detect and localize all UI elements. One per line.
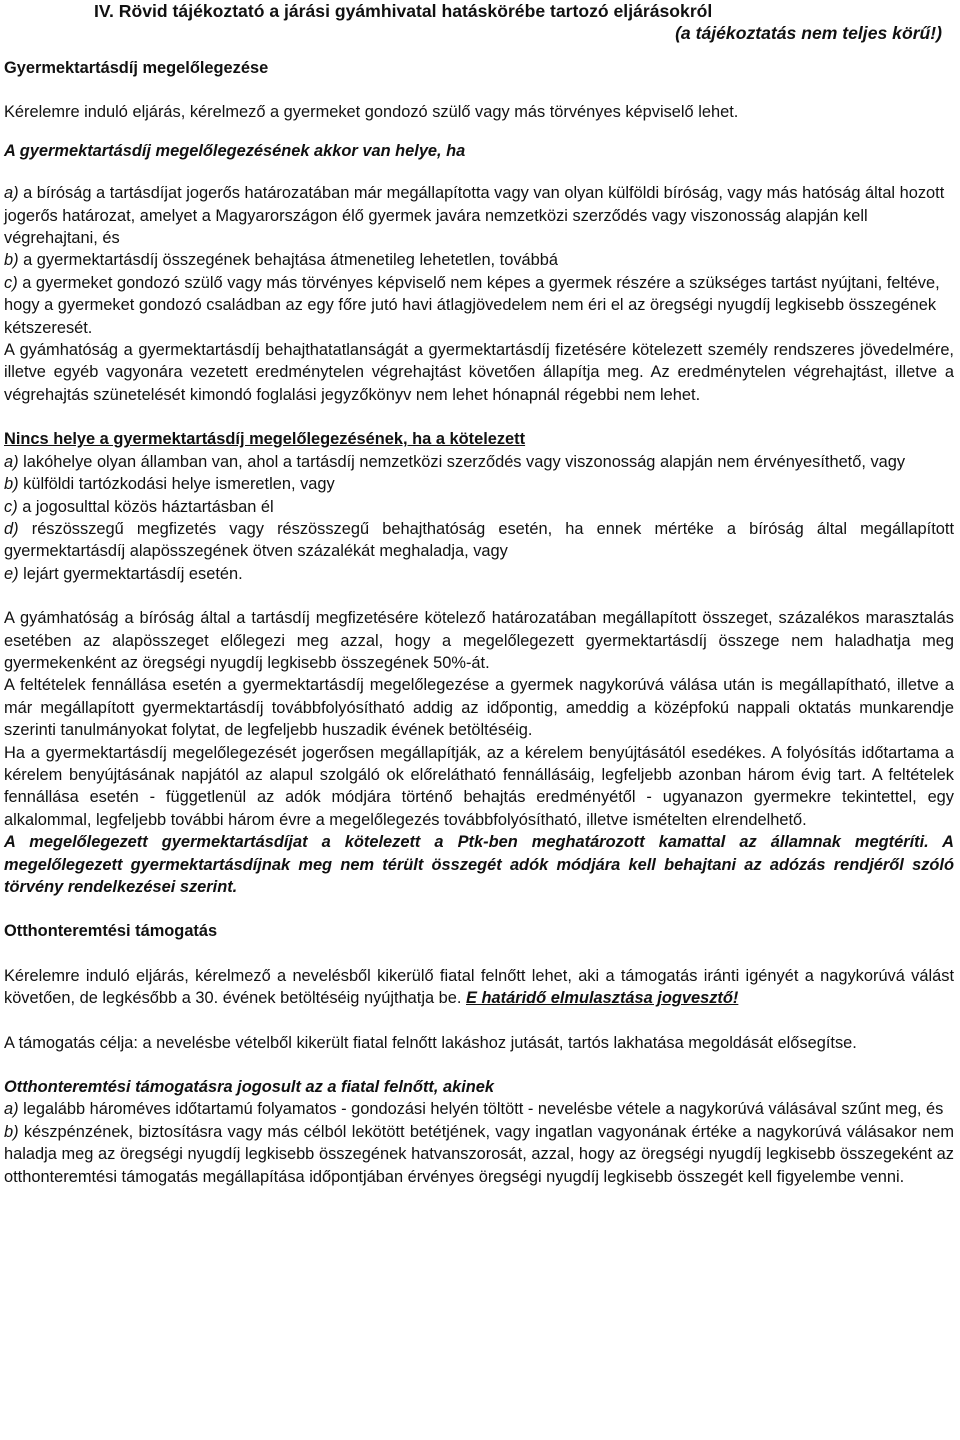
condition-b (4, 249, 954, 271)
eligibility-b (4, 1121, 954, 1188)
paragraph-birosag: A gyámhatóság a bíróság által a tartásdíj megfizetésére kötelező határozatában megállapított összeget, százalékos marasztalás esetében az alapösszeget előlegezi meg azzal, hogy a megelőlegezett gyermektartásdíj összege nem haladhatja meg gyermekenként az öregségi nyugdíj legkisebb összegének 50%-át. (4, 609, 954, 672)
list-marker: e) (4, 564, 19, 583)
otthonteremtes-intro (4, 965, 954, 1010)
eligibility-b-text: készpénzének, biztosításra vagy más célból lekötött betétjének, vagy ingatlan vagyonának értéke a nagykorúvá válásakor nem haladja meg az öregségi nyugdíj legkisebb összegének hatvanszorosát, azzal, hogy az öregségi nyugdíj legkisebb összegeként az otthonteremtési támogatás megállapítása időpontjában érvényes öregségi nyugdíj legkisebb összegét kell figyelembe venni. (4, 1122, 954, 1186)
paragraph-folyositas: Ha a gyermektartásdíj megelőlegezését jogerősen megállapítják, az a kérelem benyújtásától esedékes. A folyósítás időtartama a kérelem benyújtásának napjától az alapul szolgáló ok előrelátható fennállásáig, legfeljebb azonban három évig tart. A feltételek fennállása esetén - függetlenül az adók módjára történő behajtás eredményétől - ugyanazon gyermekre tekintettel, egy alkalommal, legfeljebb további három évre a megelőlegezés továbbfolyósítható, illetve ismételten elrendelhető. (4, 743, 954, 829)
section-heading-otthonteremtes: Otthonteremtési támogatás (4, 922, 218, 941)
paragraph-megterites: A megelőlegezett gyermektartásdíjat a kötelezett a Ptk-ben meghatározott kamattal az államnak megtéríti. A megelőlegezett gyermektartásdíjnak meg nem térült összegét adók módjára kell behajtani az adózás rendjéről szóló törvény rendelkezései szerint. (4, 833, 954, 896)
deadline-warning: E határidő elmulasztása jogvesztő! (466, 989, 739, 1008)
document-title: IV. Rövid tájékoztató a járási gyámhivatal hatáskörébe tartozó eljárásokról (94, 1, 713, 21)
list-marker: b) (4, 251, 19, 270)
condition-c (4, 272, 954, 339)
eligibility-a-text: legalább hároméves időtartamú folyamatos - gondozási helyén töltött - nevelésbe vétele a nagykorúvá válásával szűnt meg, és (18, 1100, 944, 1119)
list-marker: a) (4, 184, 19, 203)
list-marker: a) (4, 452, 19, 471)
otthonteremtes-cel: A támogatás célja: a nevelésbe vételből kikerült fiatal felnőtt lakáshoz jutását, tartós lakhatása megoldását elősegítse. (4, 1033, 857, 1052)
condition-b-text: a gyermektartásdíj összegének behajtása átmenetileg lehetetlen, továbbá (18, 251, 558, 270)
document-subtitle: (a tájékoztatás nem teljes körű!) (675, 23, 942, 43)
exclusion-b-text: külföldi tartózkodási helye ismeretlen, vagy (18, 475, 335, 494)
exclusion-e-text: lejárt gyermektartásdíj esetén. (18, 564, 243, 583)
condition-c-text: a gyermeket gondozó szülő vagy más törvényes képviselő nem képes a gyermek részére a szükséges tartást nyújtani, feltéve, hogy a gyermeket gondozó családban az egy főre jutó havi átlagjövedelem nem éri el az öregségi nyugdíj legkisebb összegének kétszeresét. (4, 273, 940, 337)
condition-a-text: a bíróság a tartásdíjat jogerős határozatában már megállapította vagy van olyan külföldi bíróság, vagy más hatóság által hozott jogerős határozat, amelyet a Magyarországon élő gyermek javára nemzetközi szerződés vagy viszonosság alapján kell végrehajtani, és (4, 184, 945, 248)
paragraph-feltetelek: A feltételek fennállása esetén a gyermektartásdíj megelőlegezése a gyermek nagykorúvá válása után is megállapítható, illetve a már megállapított gyermektartásdíj továbbfolyósítható addig az időpontig, ameddig a középfokú nappali oktatás munkarendje szerinti tanulmányokat folytat, de legfeljebb huszadik évének betöltéséig. (4, 676, 954, 740)
eligibility-a (4, 1098, 954, 1120)
exclusion-c-text: a jogosulttal közös háztartásban él (17, 497, 274, 516)
section-intro: Kérelemre induló eljárás, kérelmező a gyermeket gondozó szülő vagy más törvényes képviselő lehet. (4, 103, 739, 122)
section-heading-gyermektartasdij: Gyermektartásdíj megelőlegezése (4, 59, 269, 77)
exclusion-b (4, 473, 954, 495)
exclusion-e (4, 563, 954, 585)
list-marker: b) (4, 1122, 19, 1141)
exclusion-d (4, 518, 954, 563)
condition-heading: A gyermektartásdíj megelőlegezésének akkor van helye, ha (4, 141, 466, 160)
exclusion-c (4, 496, 954, 518)
exclusion-heading: Nincs helye a gyermektartásdíj megelőlegezésének, ha a kötelezett (4, 430, 526, 449)
paragraph-gyamhatosag: A gyámhatóság a gyermektartásdíj behajthatatlanságát a gyermektartásdíj fizetésére kötelezett személy rendszeres jövedelmére, illetve egyéb vagyonára vezetett eredménytelen végrehajtást követően állapítja meg. Az eredménytelen végrehajtást, illetve a végrehajtás szünetelését kimondó foglalási jegyzőkönyv nem lehet hónapnál régebbi nem lehet. (4, 341, 954, 404)
eligibility-heading: Otthonteremtési támogatásra jogosult az a fiatal felnőtt, akinek (4, 1078, 494, 1097)
list-marker: b) (4, 475, 19, 494)
list-marker: a) (4, 1100, 19, 1119)
condition-a (4, 182, 954, 249)
otthonteremtes-intro-text: Kérelemre induló eljárás, kérelmező a nevelésből kikerülő fiatal felnőtt lehet, aki a támogatás iránti igényét a nagykorúvá válást követően, de legkésőbb a 30. évének betöltéséig nyújthatja be. (4, 966, 954, 1008)
list-marker: c) (4, 273, 18, 292)
list-marker: c) (4, 497, 18, 516)
exclusion-a-text: lakóhelye olyan államban van, ahol a tartásdíj nemzetközi szerződés vagy viszonosság alapján nem érvényesíthető, vagy (18, 452, 906, 471)
exclusion-a (4, 451, 954, 473)
list-marker: d) (4, 519, 19, 538)
exclusion-d-text: részösszegű megfizetés vagy részösszegű behajthatóság esetén, ha ennek mértéke a bíróság által megállapított gyermektartásdíj alapösszegének ötven százalékát meghaladja, vagy (4, 519, 954, 561)
document-page (4, 0, 954, 1188)
